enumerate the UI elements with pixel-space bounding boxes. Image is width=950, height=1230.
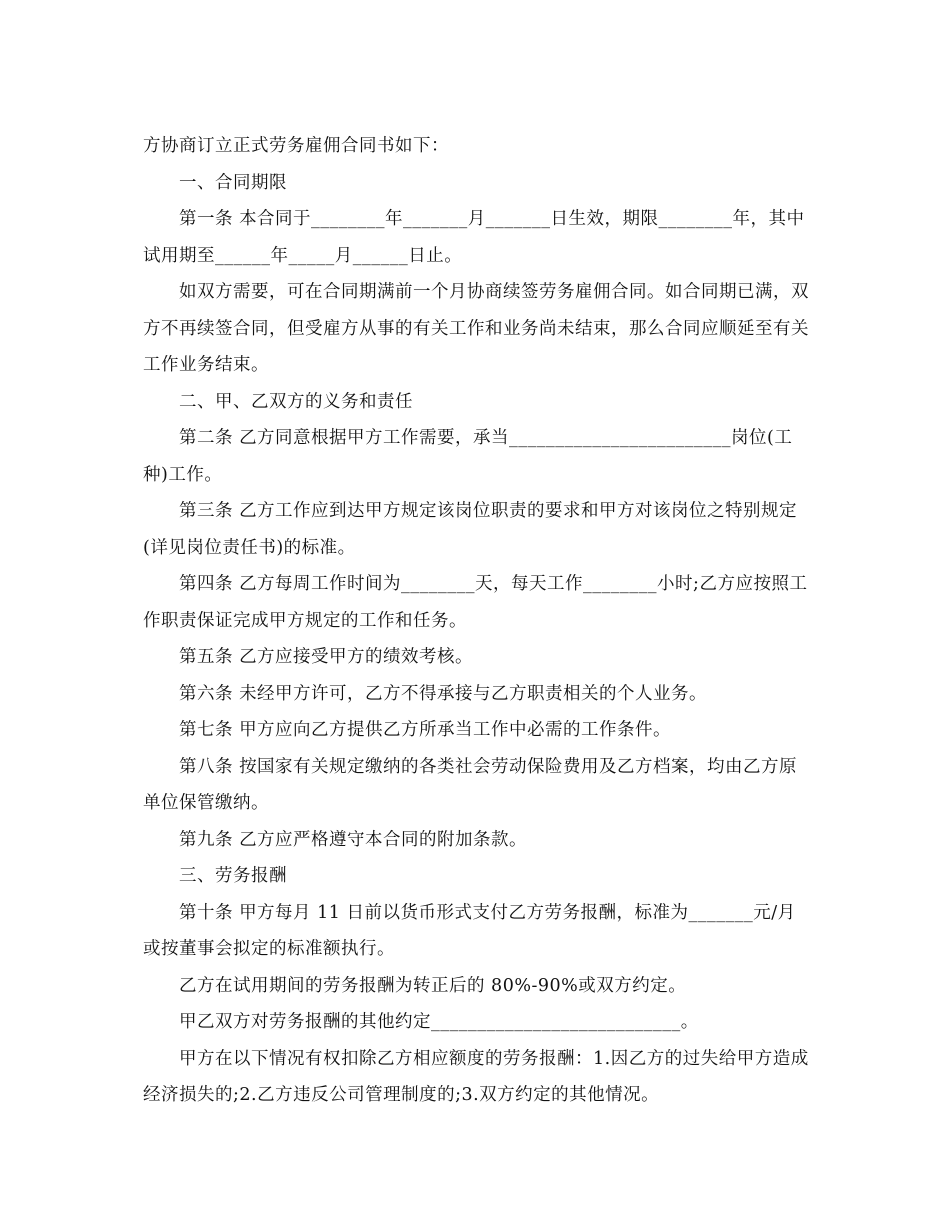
article-1-paragraph: 第一条 本合同于________年_______月_______日生效，期限________年，其中试用期至______年_____月______日止。: [143, 209, 805, 266]
section-heading-remuneration: 三、劳务报酬: [179, 866, 287, 886]
renewal-paragraph: 如双方需要，可在合同期满前一个月协商续签劳务雇佣合同。如合同期已满，双方不再续签合同，但受雇方从事的有关工作和业务尚未结束，那么合同应顺延至有关工作业务结束。: [143, 282, 809, 375]
article-9-paragraph: 第九条 乙方应严格遵守本合同的附加条款。: [179, 829, 528, 850]
contract-page: [143, 128, 811, 1114]
article-3-paragraph: 第三条 乙方工作应到达甲方规定该岗位职责的要求和甲方对该岗位之特别规定(详见岗位责任书)的标准。: [143, 501, 798, 558]
trial-pay-paragraph: 乙方在试用期间的劳务报酬为转正后的 80%-90%或双方约定。: [179, 975, 687, 996]
section-heading-contract-term: 一、合同期限: [179, 172, 287, 193]
intro-paragraph: 方协商订立正式劳务雇佣合同书如下：: [143, 136, 449, 156]
article-4-paragraph: 第四条 乙方每周工作时间为________天，每天工作________小时;乙方应按照工作职责保证完成甲方规定的工作和任务。: [143, 574, 808, 631]
section-heading-obligations: 二、甲、乙双方的义务和责任: [179, 391, 413, 412]
article-8-paragraph: 第八条 按国家有关规定缴纳的各类社会劳动保险费用及乙方档案，均由乙方原单位保管缴纳。: [143, 756, 798, 813]
article-6-paragraph: 第六条 未经甲方许可，乙方不得承接与乙方职责相关的个人业务。: [179, 683, 708, 704]
article-2-paragraph: 第二条 乙方同意根据甲方工作需要，承当________________________岗位(工种)工作。: [143, 428, 793, 485]
article-10-paragraph: 第十条 甲方每月 11 日前以货币形式支付乙方劳务报酬，标准为_______元/月或按董事会拟定的标准额执行。: [143, 902, 796, 959]
other-agreement-paragraph: 甲乙双方对劳务报酬的其他约定___________________________。: [179, 1012, 699, 1032]
article-5-paragraph: 第五条 乙方应接受甲方的绩效考核。: [179, 647, 474, 667]
article-7-paragraph: 第七条 甲方应向乙方提供乙方所承当工作中必需的工作条件。: [179, 720, 672, 740]
deduction-paragraph: 甲方在以下情况有权扣除乙方相应额度的劳务报酬：1.因乙方的过失给甲方造成经济损失的;2.乙方违反公司管理制度的;3.双方约定的其他情况。: [143, 1048, 809, 1105]
